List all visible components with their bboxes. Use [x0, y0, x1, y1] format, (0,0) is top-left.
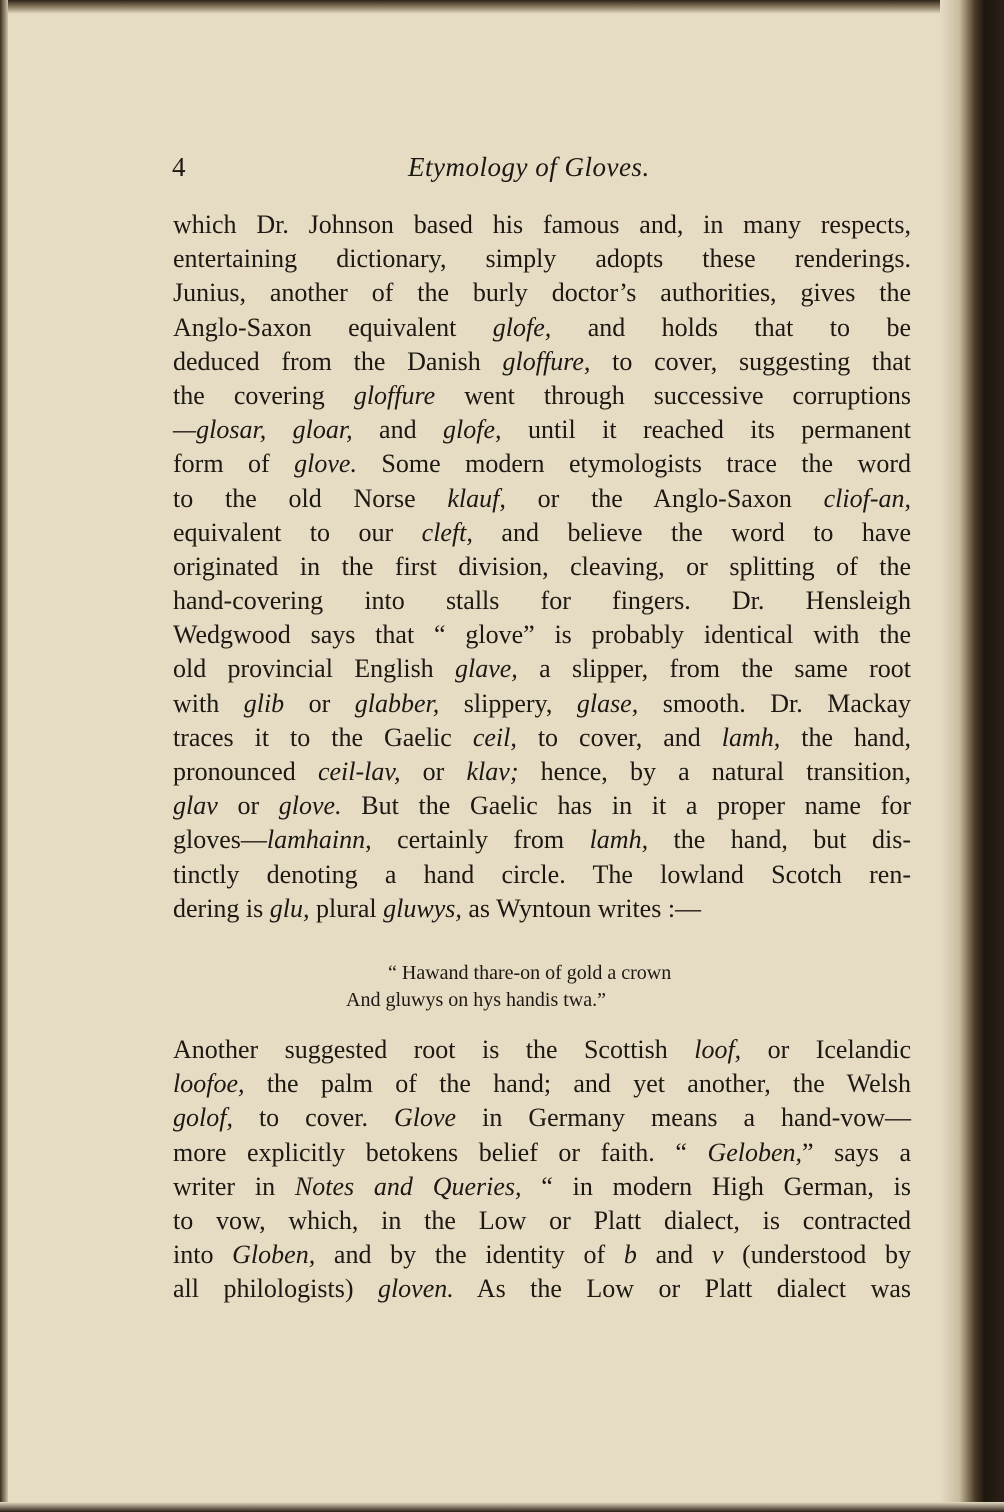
italic-term: Notes and Queries, [294, 1171, 522, 1201]
text-run: slippery, [439, 688, 577, 718]
italic-term: Globen, [232, 1240, 316, 1270]
text-line [173, 413, 911, 447]
italic-term: lamh, [589, 825, 649, 855]
text-run: or [217, 791, 279, 821]
book-spine-shadow [940, 0, 1004, 1512]
text-run: to cover, suggesting that [590, 346, 911, 376]
block-quote [346, 960, 671, 1014]
text-run: the palm of the hand; and yet another, the Welsh [244, 1069, 911, 1099]
text-line [173, 721, 911, 755]
text-run: ” says a [802, 1137, 911, 1167]
text-line [173, 447, 911, 481]
text-run: and [636, 1240, 712, 1270]
text-line [173, 550, 911, 584]
text-run: to cover, and [516, 722, 722, 752]
text-line [173, 208, 911, 242]
text-line [173, 379, 911, 413]
italic-term: gloffure [353, 380, 436, 410]
text-line [173, 311, 911, 345]
italic-term: ceil, [472, 722, 517, 752]
text-line [173, 652, 911, 686]
text-run: “ in modern High German, is [521, 1171, 912, 1201]
text-run: old provincial English [173, 654, 455, 684]
text-run: writer in [173, 1171, 295, 1201]
italic-term: glav [173, 791, 218, 821]
italic-term: klav; [466, 757, 519, 786]
paragraph-1 [173, 208, 911, 926]
text-line [173, 516, 911, 550]
text-run: plural [309, 893, 384, 923]
text-run: and believe the word to have [472, 517, 911, 547]
text-line [173, 482, 911, 516]
page-number: 4 [172, 152, 186, 182]
quote-line: “ Hawand thare-on of gold a crown [388, 962, 672, 984]
text-run: as Wyntoun writes :— [461, 893, 702, 923]
text-run: hand-covering into stalls for fingers. Dr. Hensleigh [173, 586, 911, 616]
italic-term: gloffure, [502, 346, 591, 376]
text-line [173, 858, 911, 892]
text-run: all philologists) [173, 1274, 378, 1304]
italic-term: lamh, [721, 722, 781, 752]
text-line [173, 1204, 911, 1238]
text-line [173, 789, 911, 823]
text-run: or Icelandic [741, 1035, 911, 1064]
text-run: and holds that to be [551, 312, 911, 342]
text-run: to cover. [232, 1103, 394, 1133]
text-run: traces it to the Gaelic [173, 722, 473, 752]
text-run: pronounced [173, 757, 318, 786]
text-run: to vow, which, in the Low or Platt dialect, is contracted [173, 1205, 911, 1235]
text-run: into [173, 1240, 233, 1270]
text-run: Junius, another of the burly doctor’s authorities, gives the [173, 278, 911, 308]
text-line [173, 242, 911, 276]
text-run: in Germany means a hand-vow— [456, 1103, 912, 1133]
text-run: or [400, 757, 467, 786]
italic-term: glofe, [443, 415, 502, 445]
text-run: and [352, 415, 444, 445]
italic-term: cleft, [421, 517, 473, 547]
text-line [173, 687, 911, 721]
page-top-shadow [0, 0, 1004, 14]
text-line [173, 755, 911, 789]
italic-term: glase, [576, 688, 639, 718]
italic-term: —glosar, gloar, [173, 415, 353, 445]
text-line [173, 1170, 911, 1204]
text-run: with [173, 688, 244, 718]
text-run: dering is [173, 893, 270, 923]
italic-term: glave, [455, 654, 518, 684]
text-line [173, 1272, 911, 1306]
italic-term: cliof-an, [823, 483, 911, 513]
italic-term: glib [243, 688, 285, 718]
text-line [173, 345, 911, 379]
quote-line: And gluwys on hys handis twa.” [346, 989, 606, 1011]
italic-term: glabber, [354, 688, 440, 718]
page-left-shadow [0, 0, 8, 1512]
text-run: Wedgwood says that “ glove” is probably identical with the [173, 620, 911, 650]
text-run: a slipper, from the same root [517, 654, 911, 684]
italic-term: v [711, 1240, 724, 1270]
italic-term: loofoe, [173, 1069, 245, 1099]
text-run: (understood by [723, 1240, 911, 1270]
text-run: originated in the first division, cleaving, or splitting of the [173, 551, 911, 581]
running-title: Etymology of Gloves. [408, 152, 650, 182]
italic-term: klauf, [447, 483, 506, 513]
page-bottom-shadow [0, 1502, 1004, 1512]
text-run: went through successive corruptions [435, 380, 911, 410]
text-line [173, 276, 911, 310]
text-run: deduced from the Danish [173, 346, 503, 376]
italic-term: loof, [694, 1035, 742, 1064]
italic-term: Geloben, [707, 1137, 803, 1167]
italic-term: glu, [269, 893, 310, 923]
text-run: or the Anglo-Saxon [505, 483, 824, 513]
text-run: gloves— [173, 825, 267, 855]
text-run: until it reached its permanent [501, 415, 912, 445]
text-run: more explicitly betokens belief or faith. “ [173, 1137, 708, 1167]
italic-term: Glove [394, 1103, 457, 1133]
text-run: hence, by a natural transition, [518, 757, 911, 786]
text-line [173, 1136, 911, 1170]
text-run: entertaining dictionary, simply adopts these renderings. [173, 244, 911, 274]
italic-term: ceil-lav, [317, 757, 401, 786]
italic-term: glove. [294, 449, 357, 479]
text-run: form of [173, 449, 295, 479]
text-run: and by the identity of [315, 1240, 624, 1270]
text-run: certainly from [371, 825, 590, 855]
text-run: As the Low or Platt dialect was [453, 1274, 912, 1304]
italic-term: golof, [173, 1103, 233, 1133]
text-run: to the old Norse [173, 483, 448, 513]
text-run: which Dr. Johnson based his famous and, in many respects, [173, 210, 911, 239]
text-run: smooth. Dr. Mackay [638, 688, 911, 718]
italic-term: lamhainn, [266, 825, 372, 855]
text-line [173, 1101, 911, 1135]
italic-term: gluwys, [383, 893, 462, 923]
text-run: tinctly denoting a hand circle. The lowland Scotch ren- [173, 859, 911, 889]
text-run: Another suggested root is the Scottish [173, 1035, 695, 1064]
text-run: But the Gaelic has in it a proper name for [341, 791, 911, 821]
text-line [173, 892, 911, 926]
text-run: or [284, 688, 355, 718]
text-line [173, 823, 911, 857]
text-run: the covering [173, 380, 354, 410]
text-run: equivalent to our [173, 517, 422, 547]
text-line [173, 618, 911, 652]
text-run: Anglo-Saxon equivalent [173, 312, 493, 342]
text-run: the hand, but dis- [648, 825, 912, 855]
text-line [173, 1238, 911, 1272]
italic-term: gloven. [377, 1274, 454, 1304]
italic-term: glofe, [492, 312, 552, 342]
italic-term: glove. [278, 791, 342, 821]
text-line [173, 584, 911, 618]
italic-term: b [623, 1240, 637, 1270]
text-line [173, 1067, 911, 1101]
text-run: the hand, [780, 722, 911, 752]
paragraph-2 [173, 1033, 911, 1307]
text-run: Some modern etymologists trace the word [356, 449, 911, 479]
page-header [172, 152, 692, 192]
text-line [173, 1033, 911, 1067]
